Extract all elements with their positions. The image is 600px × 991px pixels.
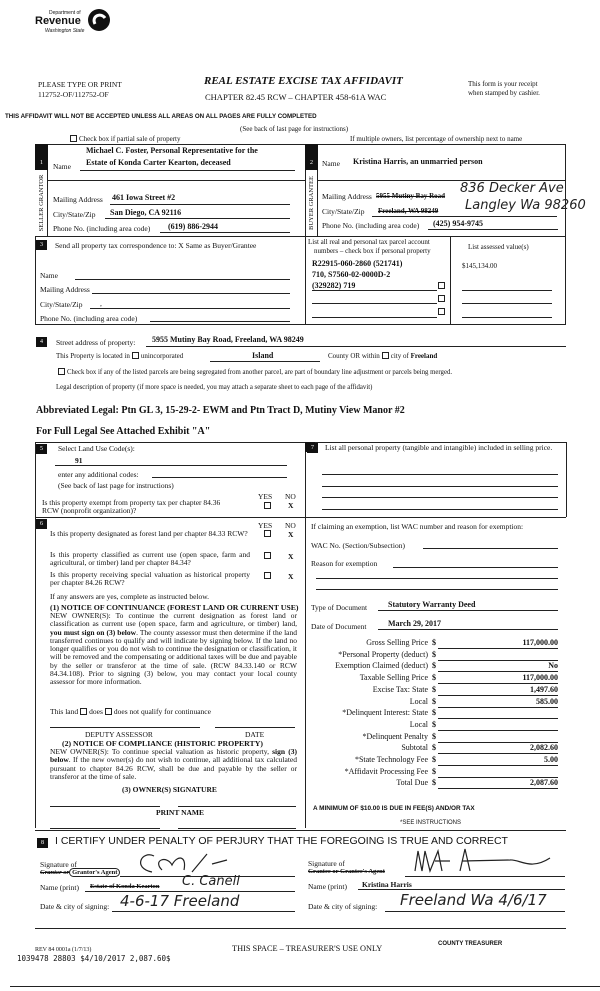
form-code: 112752-OF/112752-OF xyxy=(38,90,109,99)
seller-name-2: Estate of Konda Carter Kearton, deceased xyxy=(86,158,231,167)
partial-sale-checkbox[interactable] xyxy=(70,135,77,142)
additional-codes-label: enter any additional codes: xyxy=(58,470,139,479)
s5-see-back: (See back of last page for instructions) xyxy=(58,481,174,490)
amount-value[interactable]: 585.00 xyxy=(536,696,558,706)
deputy-date: DATE xyxy=(245,730,265,739)
buyer-side-label: BUYER GRANTEE xyxy=(308,176,315,230)
amount-label: *Personal Property (deduct) xyxy=(338,649,428,659)
notice2-text-2: . If the new owner(s) do not wish to continue, all additional tax calculated pursuant to chapter 84.26 RCW, shall be due and payable by the seller or transferor at the time of sale. xyxy=(50,755,297,781)
grantee-date-handwritten[interactable]: Freeland Wa 4/6/17 xyxy=(400,891,547,909)
amount-label: *State Technology Fee xyxy=(354,755,428,764)
s5-no: NO xyxy=(285,492,296,501)
buyer-mailing-struck: 5955 Mutiny Bay Road xyxy=(376,192,446,200)
receipt-note: This form is your receipt xyxy=(468,80,538,88)
logo-revenue: Revenue xyxy=(35,15,81,27)
legal-label: Legal description of property (if more space is needed, you may attach a separate sheet to each page of the affidavit) xyxy=(56,384,373,391)
parcels-header: List all real and personal tax parcel account xyxy=(308,238,430,246)
seller-phone[interactable]: (619) 886-2944 xyxy=(168,222,218,231)
seller-name-label: Name xyxy=(53,162,71,171)
s6-yes-checkbox[interactable] xyxy=(264,572,271,579)
exemption-label: If claiming an exemption, list WAC number and reason for exemption: xyxy=(311,522,524,531)
grantor-agent-label xyxy=(40,869,120,876)
grantor-name-label: Name (print) xyxy=(40,883,79,892)
amount-value[interactable]: 2,087.60 xyxy=(530,778,558,788)
amount-value[interactable]: No xyxy=(548,661,558,671)
does-checkbox[interactable] xyxy=(80,708,87,715)
buyer-name[interactable]: Kristina Harris, an unmarried person xyxy=(353,157,483,166)
s3-name-label: Name xyxy=(40,271,58,280)
grantor-date-handwritten[interactable]: 4-6-17 Freeland xyxy=(120,892,240,910)
located-label xyxy=(56,352,183,360)
parcel-line-2: 710, S7560-02-0000D-2 xyxy=(312,270,391,279)
amount-value[interactable]: 117,000.00 xyxy=(522,638,558,647)
amount-value[interactable]: 5.00 xyxy=(544,755,558,764)
this-land-label: This land xyxy=(50,707,79,716)
personal-property-label: List all personal property (tangible and intangible) included in selling price. xyxy=(325,443,553,452)
owner-signature: (3) OWNER(S) SIGNATURE xyxy=(122,785,217,794)
amount-label: Taxable Selling Price xyxy=(359,673,428,683)
currency-sign: $ xyxy=(432,649,436,659)
county-value[interactable]: Island xyxy=(252,351,274,360)
does-not-checkbox[interactable] xyxy=(105,708,112,715)
exempt-question: Is this property exempt from property tax per chapter 84.36 RCW (nonprofit organization)? xyxy=(42,498,221,515)
section-6-number: 6 xyxy=(36,519,47,529)
segregated xyxy=(56,368,452,376)
buyer-city-struck: Freeland, WA 98249 xyxy=(378,207,439,215)
seller-mailing[interactable]: 461 Iowa Street #2 xyxy=(112,193,176,202)
section-3-number: 3 xyxy=(36,240,47,250)
s6-yes-checkbox[interactable] xyxy=(264,552,271,559)
does-not-label: does not qualify for continuance xyxy=(113,707,211,716)
grantee-agent-label: Grantee or Grantee's Agent xyxy=(308,868,385,875)
logo xyxy=(35,8,115,38)
currency-sign: $ xyxy=(432,755,436,764)
buyer-phone[interactable]: (425) 954-9745 xyxy=(433,219,483,228)
seller-side-label: SELLER GRANTOR xyxy=(38,174,45,232)
abbreviated-legal: Abbreviated Legal: Ptn GL 3, 15-29-2- EWM and Ptn Tract D, Mutiny View Manor #2 xyxy=(36,405,405,416)
s6-question-text: Is this property receiving special valuation as historical property per chapter 84.26 RCW? xyxy=(50,570,250,587)
s6-yes-checkbox[interactable] xyxy=(264,530,271,537)
amount-label: Total Due xyxy=(396,778,428,788)
s6-yes: YES xyxy=(258,521,273,530)
currency-sign: $ xyxy=(432,766,436,776)
parties-box xyxy=(35,144,566,325)
currency-sign: $ xyxy=(432,661,436,671)
currency-sign: $ xyxy=(432,719,436,729)
partial-sale-label: Check box if partial sale of property xyxy=(79,135,181,143)
land-use-code[interactable]: 91 xyxy=(75,456,83,465)
s6-no: NO xyxy=(285,521,296,530)
amount-label: Exemption Claimed (deduct) xyxy=(335,661,428,671)
section-5-number: 5 xyxy=(36,444,47,454)
buyer-mailing-label: Mailing Address xyxy=(322,192,372,201)
deputy-assessor: DEPUTY ASSESSOR xyxy=(85,730,153,739)
does-label: does xyxy=(89,707,103,716)
minimum-due: A MINIMUM OF $10.00 IS DUE IN FEE(S) AND/OR TAX xyxy=(313,805,475,812)
currency-sign: $ xyxy=(432,731,436,741)
s6-no-mark[interactable]: X xyxy=(288,530,294,539)
amount-value[interactable]: 2,082.60 xyxy=(530,743,558,753)
buyer-name-label: Name xyxy=(322,159,340,168)
doc-type-label: Type of Document xyxy=(311,603,368,612)
currency-sign: $ xyxy=(432,696,436,706)
unincorporated-label: unincorporated xyxy=(140,352,184,360)
amount-label: Excise Tax: State xyxy=(372,684,428,694)
personal-property-checkbox-2[interactable] xyxy=(438,295,445,302)
amount-label: *Delinquent Penalty xyxy=(362,731,428,741)
this-land xyxy=(50,707,211,716)
assessed-header: List assessed value(s) xyxy=(468,243,529,251)
street-address[interactable]: 5955 Mutiny Bay Road, Freeland, WA 98249 xyxy=(152,335,304,344)
amount-label: Local xyxy=(409,719,428,729)
s6-question-text: Is this property classified as current use (open space, farm and agricultural, or timber) land per chapter 84.34? xyxy=(50,550,250,567)
assessed-value: $145,134.00 xyxy=(462,262,497,270)
grantee-date-label: Date & city of signing: xyxy=(308,902,378,911)
form-chapter: CHAPTER 82.45 RCW – CHAPTER 458-61A WAC xyxy=(205,92,387,102)
notice1-bold: you must sign on (3) below xyxy=(50,627,137,637)
notice1-text-2: . The county assessor must then determine if the land transferred continues to qualify and will indicate by signing below. If the land no longer qualifies or you do not wish to continue the designation or classification, it will be removed and the compensating or additional taxes will be due and payable by the seller or transferor at the time of sale. (RCW 84.33.140 or RCW 84.34.108). Prior to signing (3) below, you may contact your local county assessor for more information. xyxy=(50,627,297,687)
section-2-number: 2 xyxy=(306,158,317,168)
doc-type[interactable]: Statutory Warranty Deed xyxy=(388,600,476,609)
logo-swirl-icon xyxy=(87,8,111,32)
seller-name-1: Michael C. Foster, Personal Representative for the xyxy=(86,146,258,155)
segregated-label: Check box if any of the listed parcels are being segregated from another parcel, are part of boundary line adjustment or parcels being merged. xyxy=(67,369,453,376)
partial-sale xyxy=(68,135,180,143)
county-treasurer: COUNTY TREASURER xyxy=(438,941,503,947)
buyer-city-handwritten[interactable]: Langley Wa 98260 xyxy=(465,198,586,213)
if-yes: If any answers are yes, complete as instructed below. xyxy=(50,592,210,601)
personal-property-checkbox-1[interactable] xyxy=(438,282,445,289)
city-of-label: city of xyxy=(390,352,409,360)
s6-question-text: Is this property designated as forest land per chapter 84.33 RCW? xyxy=(50,529,248,538)
s6-no-mark[interactable]: X xyxy=(288,552,294,561)
s3-mailing-label: Mailing Address xyxy=(40,285,90,294)
currency-sign: $ xyxy=(432,778,436,788)
notice1-body xyxy=(50,612,297,687)
notice2-body xyxy=(50,748,297,781)
print-name: PRINT NAME xyxy=(156,808,204,817)
doc-date[interactable]: March 29, 2017 xyxy=(388,619,441,628)
s3-city-value[interactable]: , xyxy=(100,299,102,308)
parcel-line-1: R22915-060-2860 (521741) xyxy=(312,259,403,268)
currency-sign: $ xyxy=(432,638,436,647)
land-use-label: Select Land Use Code(s): xyxy=(58,444,135,453)
grantee-name[interactable]: Kristina Harris xyxy=(362,880,412,889)
full-legal: For Full Legal See Attached Exhibit "A" xyxy=(36,426,211,437)
section-7-number: 7 xyxy=(307,443,318,453)
notice1-text: NEW OWNER(S): To continue the current designation as forest land or classification as current use (open space, farm and agriculture, or timber) land, xyxy=(50,611,297,629)
segregated-checkbox[interactable] xyxy=(58,368,65,375)
amount-value[interactable]: 117,000.00 xyxy=(522,673,558,683)
city-checkbox[interactable] xyxy=(382,352,389,359)
exempt-yes-checkbox[interactable] xyxy=(264,502,271,509)
amount-label: Subtotal xyxy=(401,743,428,753)
receipt-note-2: when stamped by cashier. xyxy=(468,89,540,97)
grantor-sig-label: Signature of xyxy=(40,860,77,869)
notice2-text: NEW OWNER(S): To continue special valuation as historic property, xyxy=(50,747,273,756)
grantor-struck: Grantor or xyxy=(40,869,70,876)
buyer-phone-label: Phone No. (including area code) xyxy=(322,221,420,230)
cashier-stamp: 1039478 28803 $4/10/2017 2,087.60$ xyxy=(17,954,171,963)
amount-label: Gross Selling Price xyxy=(366,638,428,647)
s3-phone-label: Phone No. (including area code) xyxy=(40,314,138,323)
logo-dept: Department of xyxy=(49,10,81,16)
form-title: REAL ESTATE EXCISE TAX AFFIDAVIT xyxy=(204,75,403,87)
street-label: Street address of property: xyxy=(56,338,136,347)
certify: I CERTIFY UNDER PENALTY OF PERJURY THAT THE FOREGOING IS TRUE AND CORRECT xyxy=(55,835,508,847)
grantee-name-label: Name (print) xyxy=(308,882,347,891)
see-instructions: *SEE INSTRUCTIONS xyxy=(400,820,462,826)
multiple-owners: If multiple owners, list percentage of ownership next to name xyxy=(350,135,523,143)
amount-label: Local xyxy=(409,696,428,706)
amount-value[interactable]: 1,497.60 xyxy=(530,684,558,694)
rev-code: REV 84 0001a (1/7/13) xyxy=(35,947,92,953)
s5-yes: YES xyxy=(258,492,273,501)
currency-sign: $ xyxy=(432,684,436,694)
logo-state: Washington State xyxy=(45,28,85,34)
section-1-number: 1 xyxy=(36,158,47,168)
notice1-title: (1) NOTICE OF CONTINUANCE (FOREST LAND OR CURRENT USE) xyxy=(50,603,299,612)
reason-label: Reason for exemption xyxy=(311,559,378,568)
please-print: PLEASE TYPE OR PRINT xyxy=(38,80,122,89)
personal-property-checkbox-3[interactable] xyxy=(438,308,445,315)
seller-city[interactable]: San Diego, CA 92116 xyxy=(110,208,182,217)
grantor-name-handwritten[interactable]: C. Canell xyxy=(182,874,240,889)
exempt-no-mark[interactable]: X xyxy=(288,501,294,510)
city-value: Freeland xyxy=(410,352,438,360)
buyer-city-label: City/State/Zip xyxy=(322,207,365,216)
grantor-date-label: Date & city of signing: xyxy=(40,902,110,911)
section-4-number: 4 xyxy=(36,337,47,347)
county-or-text: County OR within xyxy=(328,352,380,360)
currency-sign: $ xyxy=(432,743,436,753)
unincorporated-checkbox[interactable] xyxy=(132,352,139,359)
seller-mailing-label: Mailing Address xyxy=(53,195,103,204)
parcel-line-3: (329282) 719 xyxy=(312,281,356,290)
currency-sign: $ xyxy=(432,708,436,718)
grantee-signature[interactable] xyxy=(410,846,565,876)
seller-city-label: City/State/Zip xyxy=(53,210,96,219)
grantor-name-struck: Estate of Konda Kearton xyxy=(90,883,160,890)
warning: THIS AFFIDAVIT WILL NOT BE ACCEPTED UNLESS ALL AREAS ON ALL PAGES ARE FULLY COMPLETED xyxy=(5,113,317,120)
see-back: (See back of last page for instructions) xyxy=(240,125,349,133)
parcels-header-2: numbers – check box if personal property xyxy=(314,247,431,255)
amount-label: *Affidavit Processing Fee xyxy=(344,766,428,776)
seller-phone-label: Phone No. (including area code) xyxy=(53,224,151,233)
treasurer-use: THIS SPACE – TREASURER'S USE ONLY xyxy=(232,944,383,953)
grantee-sig-label: Signature of xyxy=(308,859,345,868)
section-8-number: 8 xyxy=(37,838,48,848)
buyer-mailing-handwritten[interactable]: 836 Decker Ave xyxy=(460,181,564,196)
located-text: This Property is located in xyxy=(56,352,130,360)
wac-label: WAC No. (Section/Subsection) xyxy=(311,541,405,550)
currency-sign: $ xyxy=(432,673,436,683)
doc-date-label: Date of Document xyxy=(311,622,367,631)
section-3-text: Send all property tax correspondence to: X Same as Buyer/Grantee xyxy=(55,241,257,250)
s3-city-label: City/State/Zip xyxy=(40,300,83,309)
grantor-agent: Grantor's Agent xyxy=(69,868,120,877)
notice2-bold: sign (3) below xyxy=(50,747,297,765)
county-or xyxy=(328,352,437,360)
s6-no-mark[interactable]: X xyxy=(288,572,294,581)
notice2-title: (2) NOTICE OF COMPLIANCE (HISTORIC PROPERTY) xyxy=(62,739,263,748)
amount-label: *Delinquent Interest: State xyxy=(342,708,428,718)
